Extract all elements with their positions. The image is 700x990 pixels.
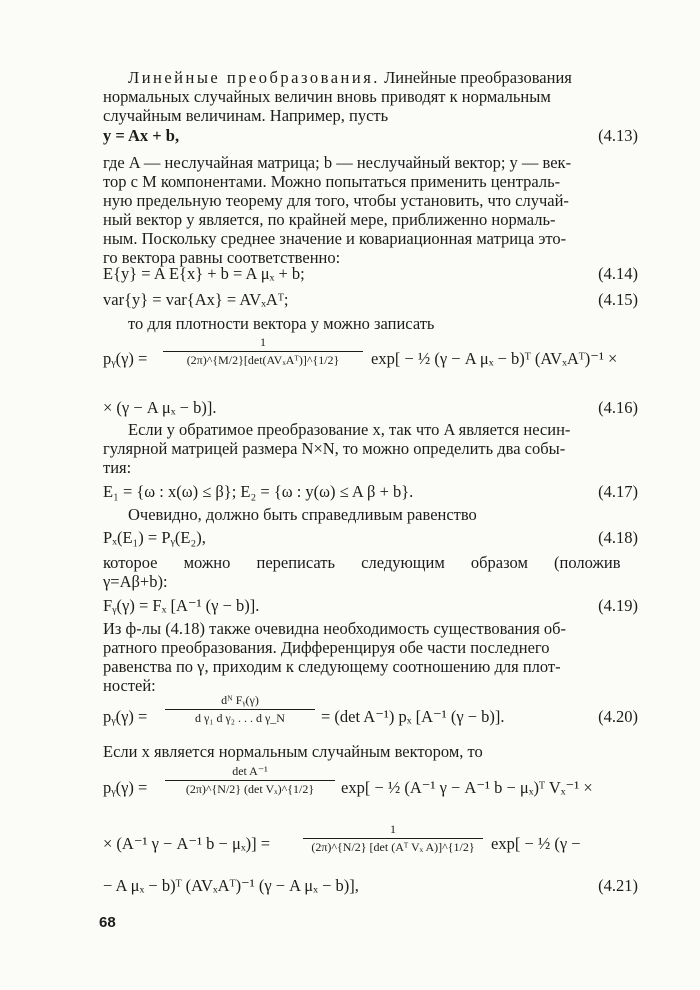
equation-number: (4.17)	[598, 482, 638, 501]
fraction: $\frac{1}{\text{(2π)\textasciicircum{}\{M/2\}[det(AVₓAᵀ)]\textasciicircum{}\{1/2\}}}$	[163, 335, 363, 368]
equation-4-21: pᵧ(γ) = $\frac{\text{det A⁻¹}}{\text{(2π)\textasciicircum{}\{N/2\} (det Vₓ)\textasciicircum{}\{1/2\}}}$ exp[ − ½ (A⁻¹ γ − A⁻¹ b − μₓ)ᵀ Vₓ⁻¹ ×	[103, 764, 593, 797]
equation-number: (4.21)	[598, 876, 638, 895]
equation-4-17: E₁ = {ω : x(ω) ≤ β}; E₂ = {ω : y(ω) ≤ A β + b}. (4.17)	[103, 482, 638, 501]
equation-4-21-line2: × (A⁻¹ γ − A⁻¹ b − μₓ)] = $\frac{1}{\text{(2π)\textasciicircum{}\{N/2\} [det (Aᵀ Vₓ A)]\textasciicircum{}\{1/2\}}}$ exp[ − ½ (γ −	[103, 822, 581, 854]
equation-number: (4.15)	[598, 290, 638, 309]
equation-number: (4.20)	[598, 707, 638, 726]
equation-number: (4.18)	[598, 528, 638, 547]
equation-number: (4.16)	[598, 398, 638, 417]
equation-4-19: Fᵧ(γ) = Fₓ [A⁻¹ (γ − b)]. (4.19)	[103, 596, 638, 615]
equation-number: (4.14)	[598, 264, 638, 283]
fraction: $\frac{\text{dᴺ Fᵧ(γ)}}{\text{d γ₁ d γ₂ . . . d γ\_N}}$	[165, 693, 315, 726]
paragraph-equality: Очевидно, должно быть справедливым равенство	[128, 505, 477, 524]
paragraph-normal-vector: Если x является нормальным случайным вектором, то	[103, 742, 483, 761]
equation-4-20: pᵧ(γ) = $\frac{\text{dᴺ Fᵧ(γ)}}{\text{d γ₁ d γ₂ . . . d γ\_N}}$ = (det A⁻¹) pₓ [A⁻¹ (γ − b)]. (4.20)	[103, 693, 638, 726]
fraction: $\frac{\text{det A⁻¹}}{\text{(2π)\textasciicircum{}\{N/2\} (det Vₓ)\textasciicircum{}\{1/2\}}}$	[165, 764, 335, 797]
equation-number: (4.19)	[598, 596, 638, 615]
page-number: 68	[99, 914, 116, 931]
fraction: $\frac{1}{\text{(2π)\textasciicircum{}\{N/2\} [det (Aᵀ Vₓ A)]\textasciicircum{}\{1/2\}}}$	[303, 822, 483, 855]
paragraph-rewrite: которое можно переписать следующим образом (положив γ=Aβ+b):	[103, 553, 621, 591]
equation-4-21-line3: − A μₓ − b)ᵀ (AVₓAᵀ)⁻¹ (γ − A μₓ − b)], (4.21)	[103, 876, 638, 895]
equation-4-13: y = Ax + b, (4.13)	[103, 126, 638, 145]
section-heading: Линейные преобразования.	[128, 68, 380, 87]
equation-4-15: var{y} = var{Ax} = AVₓAᵀ; (4.15)	[103, 290, 638, 309]
paragraph-inverse: Из ф-лы (4.18) также очевидна необходимость существования об- ратного преобразования. Дифференцируя обе части последнего равенства по γ, приходим к следующему соотношению для плот- ностей:	[103, 619, 567, 695]
equation-number: (4.13)	[598, 126, 638, 145]
paragraph-density: то для плотности вектора y можно записать	[128, 314, 435, 333]
paragraph-events: Если y обратимое преобразование x, так что A является несин- гулярной матрицей размера N×N, то можно определить два собы- тия:	[103, 420, 571, 477]
paragraph-central-limit: где A — неслучайная матрица; b — неслучайный вектор; y — век- тор с M компонентами. Можно попытаться применить централь- ную предельную теорему для того, чтобы установить, что случай- ный вектор y является, по крайней мере, приближенно нормаль- ным. Поскольку среднее значение и ковариационная матрица это- го вектора равны соответственно:	[103, 153, 572, 267]
equation-4-16: pᵧ(γ) = $\frac{1}{\text{(2π)\textasciicircum{}\{M/2\}[det(AVₓAᵀ)]\textasciicircum{}\{1/2\}}}$ exp[ − ½ (γ − A μₓ − b)ᵀ (AVₓAᵀ)⁻¹ ×	[103, 335, 618, 368]
equation-4-14: E{y} = A E{x} + b = A μₓ + b; (4.14)	[103, 264, 638, 283]
paragraph-linear-transforms: Линейные преобразования. Линейные преобразования нормальных случайных величин вновь приводят к нормальным случайным величинам. Например, пусть	[103, 68, 572, 125]
equation-4-16-line2: × (γ − A μₓ − b)]. (4.16)	[103, 398, 638, 417]
equation-4-18: Pₓ(E₁) = Pᵧ(E₂), (4.18)	[103, 528, 638, 547]
